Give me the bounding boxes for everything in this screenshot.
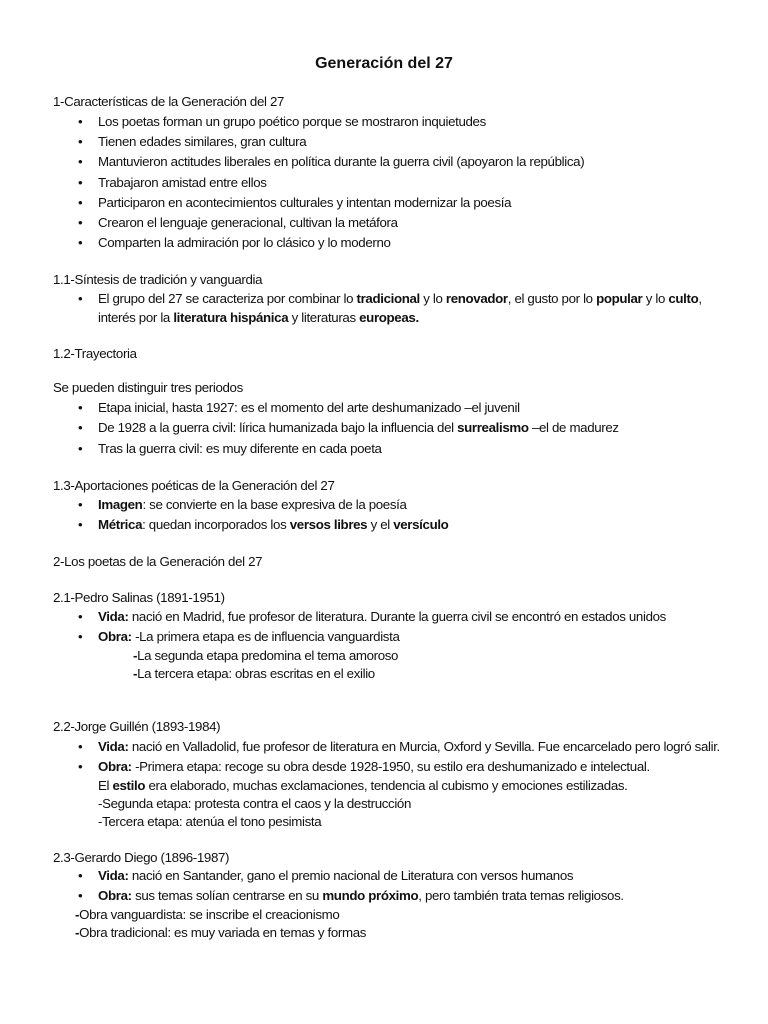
bold-term: -	[133, 666, 138, 681]
bold-term: estilo	[112, 778, 146, 793]
text-run: y lo	[642, 291, 669, 306]
bullet-icon: •	[78, 739, 83, 754]
list-item: Trabajaron amistad entre ellos	[98, 175, 267, 190]
list-item: Tras la guerra civil: es muy diferente en cada poeta	[98, 441, 382, 456]
section-heading-2-2: 2.2-Jorge Guillén (1893-1984)	[53, 719, 221, 734]
bullet-icon: •	[78, 629, 83, 644]
bold-term: Obra:	[98, 629, 132, 644]
list-item: Etapa inicial, hasta 1927: es el momento del arte deshumanizado –el juvenil	[98, 400, 520, 415]
text-run: sus temas solían centrarse en su	[131, 888, 323, 903]
bullet-icon: •	[78, 420, 83, 435]
section-heading-1: 1-Características de la Generación del 27	[53, 94, 285, 109]
list-item: Tienen edades similares, gran cultura	[98, 134, 307, 149]
list-item	[98, 419, 619, 437]
text-run: , el gusto por lo	[507, 291, 597, 306]
section-heading-2: 2-Los poetas de la Generación del 27	[53, 554, 263, 569]
bullet-icon: •	[78, 154, 83, 169]
bullet-icon: •	[78, 497, 83, 512]
list-item	[98, 738, 720, 756]
bold-term: versículo	[393, 517, 449, 532]
bold-term: Métrica	[98, 517, 143, 532]
text-run: era elaborado, muchas exclamaciones, tendencia al cubismo y emociones estilizadas.	[145, 778, 628, 793]
list-item-continuation: -Segunda etapa: protesta contra el caos y la destrucción	[98, 796, 412, 811]
text-run: La segunda etapa predomina el tema amoroso	[137, 648, 399, 663]
bold-term: -	[75, 925, 80, 940]
bullet-icon: •	[78, 235, 83, 250]
bold-term: mundo próximo	[322, 888, 419, 903]
bold-term: surrealismo	[457, 420, 529, 435]
bold-term: -	[133, 648, 138, 663]
bullet-icon: •	[78, 609, 83, 624]
list-item-continuation	[133, 647, 398, 665]
bold-term: renovador	[445, 291, 508, 306]
section-heading-2-3: 2.3-Gerardo Diego (1896-1987)	[53, 850, 230, 865]
list-item	[98, 608, 666, 626]
bullet-icon: •	[78, 400, 83, 415]
bullet-icon: •	[78, 888, 83, 903]
bold-term: Imagen	[98, 497, 143, 512]
text-run: La tercera etapa: obras escritas en el exilio	[137, 666, 375, 681]
text-run: nació en Valladolid, fue profesor de literatura en Murcia, Oxford y Sevilla. Fue encarcelado pero logró salir.	[128, 739, 720, 754]
list-item	[98, 758, 650, 776]
text-run: y el	[367, 517, 394, 532]
bold-term: versos libres	[289, 517, 368, 532]
bold-term: Obra:	[98, 759, 132, 774]
bullet-icon: •	[78, 215, 83, 230]
text-run: Obra tradicional: es muy variada en temas y formas	[79, 925, 367, 940]
text-run: y literaturas	[288, 310, 360, 325]
bullet-icon: •	[78, 441, 83, 456]
bullet-icon: •	[78, 517, 83, 532]
list-item: Participaron en acontecimientos culturales y intentan modernizar la poesía	[98, 195, 512, 210]
text-run: y lo	[419, 291, 446, 306]
text-run: Obra vanguardista: se inscribe el creacionismo	[79, 907, 340, 922]
text-run: interés por la	[98, 310, 174, 325]
list-item-continuation	[75, 906, 339, 924]
text-run: , pero también trata temas religiosos.	[418, 888, 624, 903]
bold-term: europeas.	[359, 310, 419, 325]
list-item	[98, 867, 573, 885]
bold-term: Obra:	[98, 888, 132, 903]
bullet-icon: •	[78, 759, 83, 774]
section-heading-2-1: 2.1-Pedro Salinas (1891-1951)	[53, 590, 225, 605]
list-item-continuation: -Tercera etapa: atenúa el tono pesimista	[98, 814, 322, 829]
bullet-icon: •	[78, 134, 83, 149]
list-item: Comparten la admiración por lo clásico y lo moderno	[98, 235, 391, 250]
list-item	[98, 887, 624, 905]
text-run: -La primera etapa es de influencia vanguardista	[131, 629, 400, 644]
bold-term: Vida:	[98, 739, 129, 754]
text-run: El	[98, 778, 113, 793]
text-run: El grupo del 27 se caracteriza por combinar lo	[98, 291, 357, 306]
text-run: -Primera etapa: recoge su obra desde 1928-1950, su estilo era deshumanizado e intelectual.	[131, 759, 650, 774]
list-item: Los poetas forman un grupo poético porque se mostraron inquietudes	[98, 114, 486, 129]
list-item	[98, 290, 702, 308]
text-run: ,	[698, 291, 702, 306]
bullet-icon: •	[78, 195, 83, 210]
text-run: –el de madurez	[528, 420, 619, 435]
list-item	[98, 628, 400, 646]
list-item-continuation	[133, 665, 375, 683]
document-title: Generación del 27	[315, 55, 453, 72]
list-item	[98, 516, 448, 534]
bold-term: tradicional	[356, 291, 420, 306]
list-item: Crearon el lenguaje generacional, cultivan la metáfora	[98, 215, 398, 230]
bold-term: popular	[596, 291, 643, 306]
bold-term: culto	[668, 291, 699, 306]
bold-term: literatura hispánica	[173, 310, 289, 325]
section-heading-1-2: 1.2-Trayectoria	[53, 346, 137, 361]
bullet-icon: •	[78, 175, 83, 190]
list-item-continuation	[75, 924, 366, 942]
bold-term: -	[75, 907, 80, 922]
paragraph: Se pueden distinguir tres periodos	[53, 380, 243, 395]
bullet-icon: •	[78, 291, 83, 306]
text-run: nació en Madrid, fue profesor de literatura. Durante la guerra civil se encontró en estados unidos	[128, 609, 666, 624]
bullet-icon: •	[78, 868, 83, 883]
bullet-icon: •	[78, 114, 83, 129]
text-run: : quedan incorporados los	[142, 517, 290, 532]
text-run: De 1928 a la guerra civil: lírica humanizada bajo la influencia del	[98, 420, 458, 435]
text-run: : se convierte en la base expresiva de la poesía	[142, 497, 407, 512]
list-item: Mantuvieron actitudes liberales en política durante la guerra civil (apoyaron la república)	[98, 154, 585, 169]
list-item	[98, 496, 407, 514]
bold-term: Vida:	[98, 868, 129, 883]
list-item-continuation	[98, 777, 628, 795]
section-heading-1-3: 1.3-Aportaciones poéticas de la Generación del 27	[53, 478, 335, 493]
list-item-continuation	[98, 309, 419, 327]
bold-term: Vida:	[98, 609, 129, 624]
text-run: nació en Santander, gano el premio nacional de Literatura con versos humanos	[128, 868, 574, 883]
section-heading-1-1: 1.1-Síntesis de tradición y vanguardia	[53, 272, 263, 287]
